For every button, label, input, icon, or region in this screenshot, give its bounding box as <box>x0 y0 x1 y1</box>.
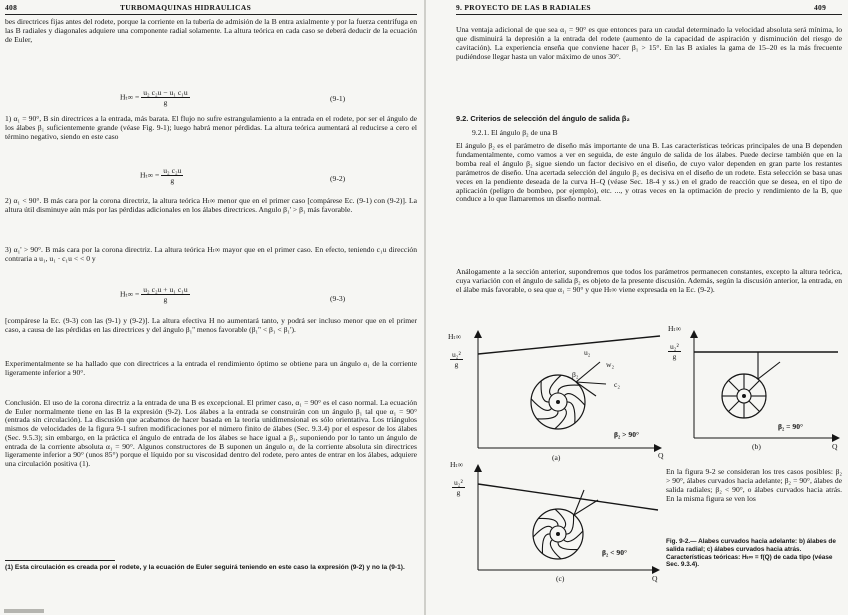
eq3-denominator: g <box>163 295 168 304</box>
advantage-paragraph: Una ventaja adicional de que sea α₁ = 90° es que entonces para un caudal determinado la velocidad absoluta será mínima, lo que disminuirá la depresión a la entrada del rodete (aumento de la capacidad de aspiración y disminución del riesgo de cavitación). La experiencia enseña que conviene hacer β₁ > 15°. En las B axiales la gama de 15–20 es la más frecuente pudiéndose llegar hasta un valor máximo de unos 30°. <box>456 25 842 61</box>
impeller-blade <box>567 402 575 423</box>
x-axis-label: Q <box>832 442 838 451</box>
eq3-lhs: Hₜ∞ = <box>120 289 140 299</box>
header-rule <box>456 14 842 15</box>
intro-paragraph: bes directrices fijas antes del rodete, porque la corriente en la tubería de admisión de la B entra axialmente y por la fuerza centrífuga en las B radiales y diagonales adquiere una componente radial solamente. La altura teórica en cada caso se deberá deducir de la ecuación de Euler, <box>5 17 417 44</box>
header-rule <box>5 14 417 15</box>
equation-9-1 <box>120 88 190 107</box>
angle-condition-label: β₂ > 90° <box>614 430 640 439</box>
figure-caption: Fig. 9-2.— Alabes curvados hacia adelante: b) álabes de salida radial; c) álabes curvados hacia atrás. Características teóricas: Hₜ∞ = f(Q) de cada tipo (véase Sec. 9.3.4). <box>666 538 836 569</box>
section-heading: 9.2. Criterios de selección del ángulo de salida β₂ <box>456 114 630 123</box>
figure-9-2-c <box>450 460 662 584</box>
case-3-continuation: [compárese la Ec. (9-3) con las (9-1) y (9-2)]. La altura efectiva H no aumentará tanto, y podrá ser incluso menor que en el primer caso, a causa de las pérdidas en las directrices y del ángulo β₁'' menos favorable (β₁'' < β₁ < β₁'). <box>5 316 417 334</box>
page-number: 408 <box>5 3 18 12</box>
eq3-numerator: u₂ c₂u + u₁ c₁u <box>143 285 188 294</box>
case-2-paragraph: 2) α₁ < 90°. B más cara por la corona directriz, la altura teórica Hₜ∞ menor que en el primer caso [compárese Ec. (9-1) con (9-2)]. La altura útil disminuye aún más por las pérdidas adicionales en los álabes directrices. Angulo β₁' > β₁ más favorable. <box>5 196 417 214</box>
impeller-blade <box>537 411 558 419</box>
impeller-blade <box>550 375 562 395</box>
y-axis-label: Hₜ∞ <box>448 332 462 341</box>
angle-beta2-label: β₂ <box>572 370 579 379</box>
impeller-blade <box>538 518 558 526</box>
impeller-blade <box>749 401 760 412</box>
vector-u2-label: u₂ <box>584 348 591 357</box>
eq2-denominator: g <box>170 176 175 185</box>
case-1-paragraph: 1) α₁ = 90°, B sin directrices a la entrada, más barata. El flujo no sufre estrangulamiento a la entrada en el rodete, por ser el ángulo de los álabes β₁ suficientemente grande (véase Fig. 9-1); luego habrá menor pérdidas. La altura teórica aumentará al reducirse a cero el término negativo, siendo en este caso <box>5 114 417 141</box>
running-head: TURBOMAQUINAS HIDRAULICAS <box>120 3 252 12</box>
x-axis-label: Q <box>658 451 664 460</box>
subfigure-label: (c) <box>556 574 565 583</box>
angle-beta2-paragraph: El ángulo β₂ es el parámetro de diseño más importante de una B. Las características teóricas principales de una B dependen fundamentalmente, como vamos a ver en seguida, de este ángulo de salida de los álabes. Puede decirse también que en la bomba real el ángulo β₂ sigue siendo un factor decisivo en el diseño, de cuyo valor dependen en gran parte los restantes parámetros de diseño. Una acertada selección del ángulo β₂ es decisiva en el diseño de un rodete. Esta selección se basa unas veces en la pendiente deseada de la curva H–Q (véase Sec. 18-4 y ss.) en el grado de reacción que se desea, en el tipo de aplicación (peligro de bombeo, por ejemplo), etc. ..., y otras veces en la optimación de precio y rendimiento de la B, que conduce a lo que llamaremos un diseño normal. <box>456 141 842 204</box>
subfigure-label: (a) <box>552 453 561 462</box>
eq1-number: (9-1) <box>330 94 346 103</box>
eq1-denominator: g <box>163 98 168 107</box>
impeller-blade <box>564 394 584 406</box>
footnote-rule <box>5 560 115 561</box>
figure-discussion-paragraph: En la figura 9-2 se consideran los tres casos posibles: β₂ > 90°, álabes curvados hacia adelante; β₂ = 90°, álabes de salida radiales; β₂ < 90°, o álabes curvados hacia atrás. En la misma figura se ven los <box>666 467 842 503</box>
figure-9-2-b <box>668 324 842 451</box>
impeller-blade <box>533 526 552 537</box>
equation-9-3 <box>120 285 190 304</box>
impeller-blade <box>541 381 549 402</box>
vector-c2-label: c₂ <box>614 380 621 389</box>
impeller-blade <box>555 408 567 428</box>
impeller-blade <box>558 385 579 393</box>
conclusion-paragraph: Conclusión. El uso de la corona directriz a la entrada de una B es excepcional. El primer caso, α₁ = 90° es el caso normal. La ecuación de Euler normalmente tiene en las B la expresión (9-2). Los álabes a la entrada se construirán con un ángulo β₁ tal que α₁ = 90° (entrada sin circulación). La discusión que acabamos de hacer basada en la teoría unidimensional es sólo orientativa. Los triángulos mismos de velocidades de la figura 9-1 sufren modificaciones por el número finito de álabes (Sec. 9.3.4) por el espesor de los álabes (Sec. 9.5.3); sin embargo, en la práctica el ángulo de entrada de los álabes se hace igual a β₁, suponiendo por lo tanto un ángulo de entrada de la corriente absoluta α₁ = 90°. Algunos constructores de B suponen un ángulo α₁ de la corriente absoluta sin directrices ligeramente inferior a 90° (unos 85°) porque el líquido por su viscosidad dentro del rodete, pero antes de entrar en los álabes, adquiere una circulación positiva (1). <box>5 398 417 468</box>
impeller-blade <box>749 380 760 391</box>
u2-squared-fraction: $\frac{\text{u₂²}}{g}$ <box>670 342 679 361</box>
equation-9-2 <box>140 166 183 185</box>
page-tab <box>4 609 44 613</box>
eq3-number: (9-3) <box>330 294 346 303</box>
impeller-blade <box>564 531 583 542</box>
impeller-blade <box>555 509 566 528</box>
footnote: (1) Esta circulación es creada por el rodete, y la ecuación de Euler seguirá teniendo en este caso la expresión (9-2) y no la (9-1). <box>5 564 405 571</box>
impeller-blade <box>558 542 578 550</box>
impeller-blade <box>550 540 561 559</box>
page-number: 409 <box>814 3 827 12</box>
y-axis-label: Hₜ∞ <box>668 324 682 333</box>
figure-9-2-a <box>448 332 664 462</box>
eq2-numerator: u₂ c₂u <box>163 166 182 175</box>
running-head: 9. PROYECTO DE LAS B RADIALES <box>456 3 591 12</box>
analogous-paragraph: Análogamente a la sección anterior, supondremos que todos los parámetros permanecen constantes, excepto la altura teórica, cuya variación con el ángulo de salida β₂ es objeto de la presente discusión. Además, según la discusión anterior, la entrada, en el álabe más favorable, o sea que α₁ = 90° y que Hₜ∞ viene expresada en la Ec. (9-2). <box>456 267 842 294</box>
vector-w2-label: w₂ <box>606 360 615 369</box>
angle-condition-label: β₂ < 90° <box>602 548 628 557</box>
eq2-number: (9-2) <box>330 174 346 183</box>
eq1-lhs: Hₜ∞ = <box>120 92 140 102</box>
eq1-numerator: u₂ c₂u − u₁ c₁u <box>143 88 188 97</box>
right-page <box>426 0 848 615</box>
y-axis-label: Hₜ∞ <box>450 460 464 469</box>
impeller-blade <box>542 534 550 554</box>
x-axis-label: Q <box>652 574 658 583</box>
subsection-heading: 9.2.1. El ángulo β₂ de una B <box>472 128 558 137</box>
u2-squared-fraction: $\frac{\text{u₂²}}{g}$ <box>452 350 461 369</box>
experience-paragraph: Experimentalmente se ha hallado que con directrices a la entrada el rendimiento óptimo se obtiene para un ángulo α₁ de la corriente ligeramente inferior a 90°. <box>5 359 417 377</box>
eq2-lhs: Hₜ∞ = <box>140 170 160 180</box>
angle-condition-label: β₂ = 90° <box>778 422 804 431</box>
u2-squared-fraction: $\frac{\text{u₂²}}{g}$ <box>454 478 463 497</box>
impeller-blade <box>531 399 551 411</box>
impeller-blade <box>728 380 739 391</box>
impeller-blade <box>566 514 574 534</box>
case-3-paragraph: 3) α₁' > 90°. B más cara por la corona directriz. La altura teórica Hₜ∞ mayor que en el primer caso. En efecto, teniendo c₁u dirección contraria a u₁, u₁ · c₁u < < 0 y <box>5 245 417 263</box>
impeller-blade <box>728 401 739 412</box>
subfigure-label: (b) <box>752 442 761 451</box>
